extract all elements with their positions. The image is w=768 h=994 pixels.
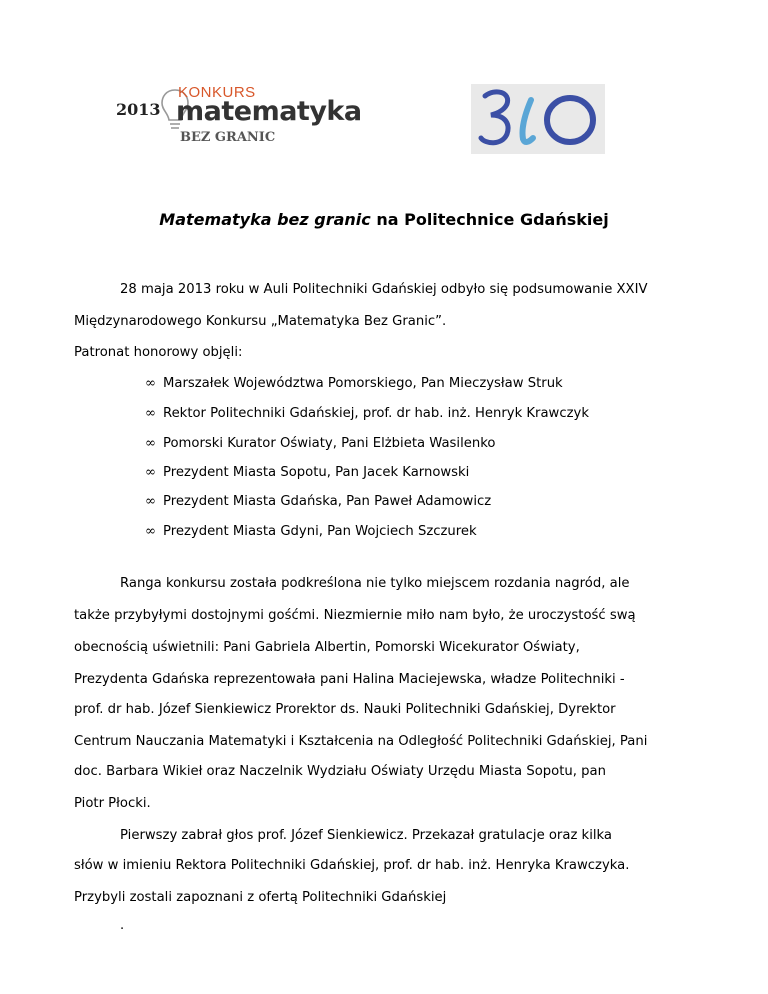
infinity-bullet-icon: ∞ xyxy=(145,406,156,421)
bullet-item-3: ∞ Pomorski Kurator Oświaty, Pani Elżbieta Wasilenko xyxy=(145,436,496,451)
infinity-bullet-icon: ∞ xyxy=(145,376,156,391)
para2-line-6: Centrum Nauczania Matematyki i Kształcenia na Odległość Politechniki Gdańskiej, Pani xyxy=(74,734,648,749)
logo-year: 2013 xyxy=(116,100,161,119)
para2-line-7: doc. Barbara Wikieł oraz Naczelnik Wydziału Oświaty Urzędu Miasta Sopotu, pan xyxy=(74,764,606,779)
infinity-bullet-icon: ∞ xyxy=(145,494,156,509)
title-italic: Matematyka bez granic xyxy=(159,210,371,229)
konkurs-logo xyxy=(116,82,362,158)
bullet-item-5: ∞ Prezydent Miasta Gdańska, Pan Paweł Adamowicz xyxy=(145,494,492,509)
para3-line-2: słów w imieniu Rektora Politechniki Gdańskiej, prof. dr hab. inż. Henryka Krawczyka. xyxy=(74,858,630,873)
para3-line-1: Pierwszy zabrał głos prof. Józef Sienkiewicz. Przekazał gratulacje oraz kilka xyxy=(120,828,613,843)
bullet-item-2: ∞ Rektor Politechniki Gdańskiej, prof. dr hab. inż. Henryk Krawczyk xyxy=(145,406,589,421)
school-logo xyxy=(471,84,605,154)
logo-konkurs-text: KONKURS xyxy=(178,84,256,101)
bullet-item-6: ∞ Prezydent Miasta Gdyni, Pan Wojciech Szczurek xyxy=(145,524,477,539)
infinity-bullet-icon: ∞ xyxy=(145,524,156,539)
document-title xyxy=(0,210,768,229)
infinity-bullet-icon: ∞ xyxy=(145,465,156,480)
para3-line-3: Przybyli zostali zapoznani z ofertą Politechniki Gdańskiej xyxy=(74,890,447,905)
para1-line-2: Międzynarodowego Konkursu „Matematyka Bez Granic”. xyxy=(74,314,447,329)
para2-line-3: obecnością uświetnili: Pani Gabriela Albertin, Pomorski Wicekurator Oświaty, xyxy=(74,640,580,655)
bullet-item-4: ∞ Prezydent Miasta Sopotu, Pan Jacek Karnowski xyxy=(145,465,470,480)
patronat-label: Patronat honorowy objęli: xyxy=(74,345,243,360)
para1-line-1: 28 maja 2013 roku w Auli Politechniki Gdańskiej odbyło się podsumowanie XXIV xyxy=(120,282,648,297)
para2-line-2: także przybyłymi dostojnymi gośćmi. Niezmiernie miło nam było, że uroczystość swą xyxy=(74,608,636,623)
bullet-item-1: ∞ Marszałek Województwa Pomorskiego, Pan Mieczysław Struk xyxy=(145,376,563,391)
school-logo-mark xyxy=(471,84,605,154)
para2-line-1: Ranga konkursu została podkreślona nie tylko miejscem rozdania nagród, ale xyxy=(120,576,630,591)
para2-line-4: Prezydenta Gdańska reprezentowała pani Halina Maciejewska, władze Politechniki - xyxy=(74,672,625,687)
logo-bez-granic-text: BEZ GRANIC xyxy=(180,130,276,145)
infinity-bullet-icon: ∞ xyxy=(145,436,156,451)
title-rest: na Politechnice Gdańskiej xyxy=(370,210,609,229)
para2-line-5: prof. dr hab. Józef Sienkiewicz Prorektor ds. Nauki Politechniki Gdańskiej, Dyrektor xyxy=(74,702,616,717)
trailing-dot: . xyxy=(120,918,125,933)
logo-matematyka-text: matematyka xyxy=(176,96,362,127)
para2-line-8: Piotr Płocki. xyxy=(74,796,151,811)
